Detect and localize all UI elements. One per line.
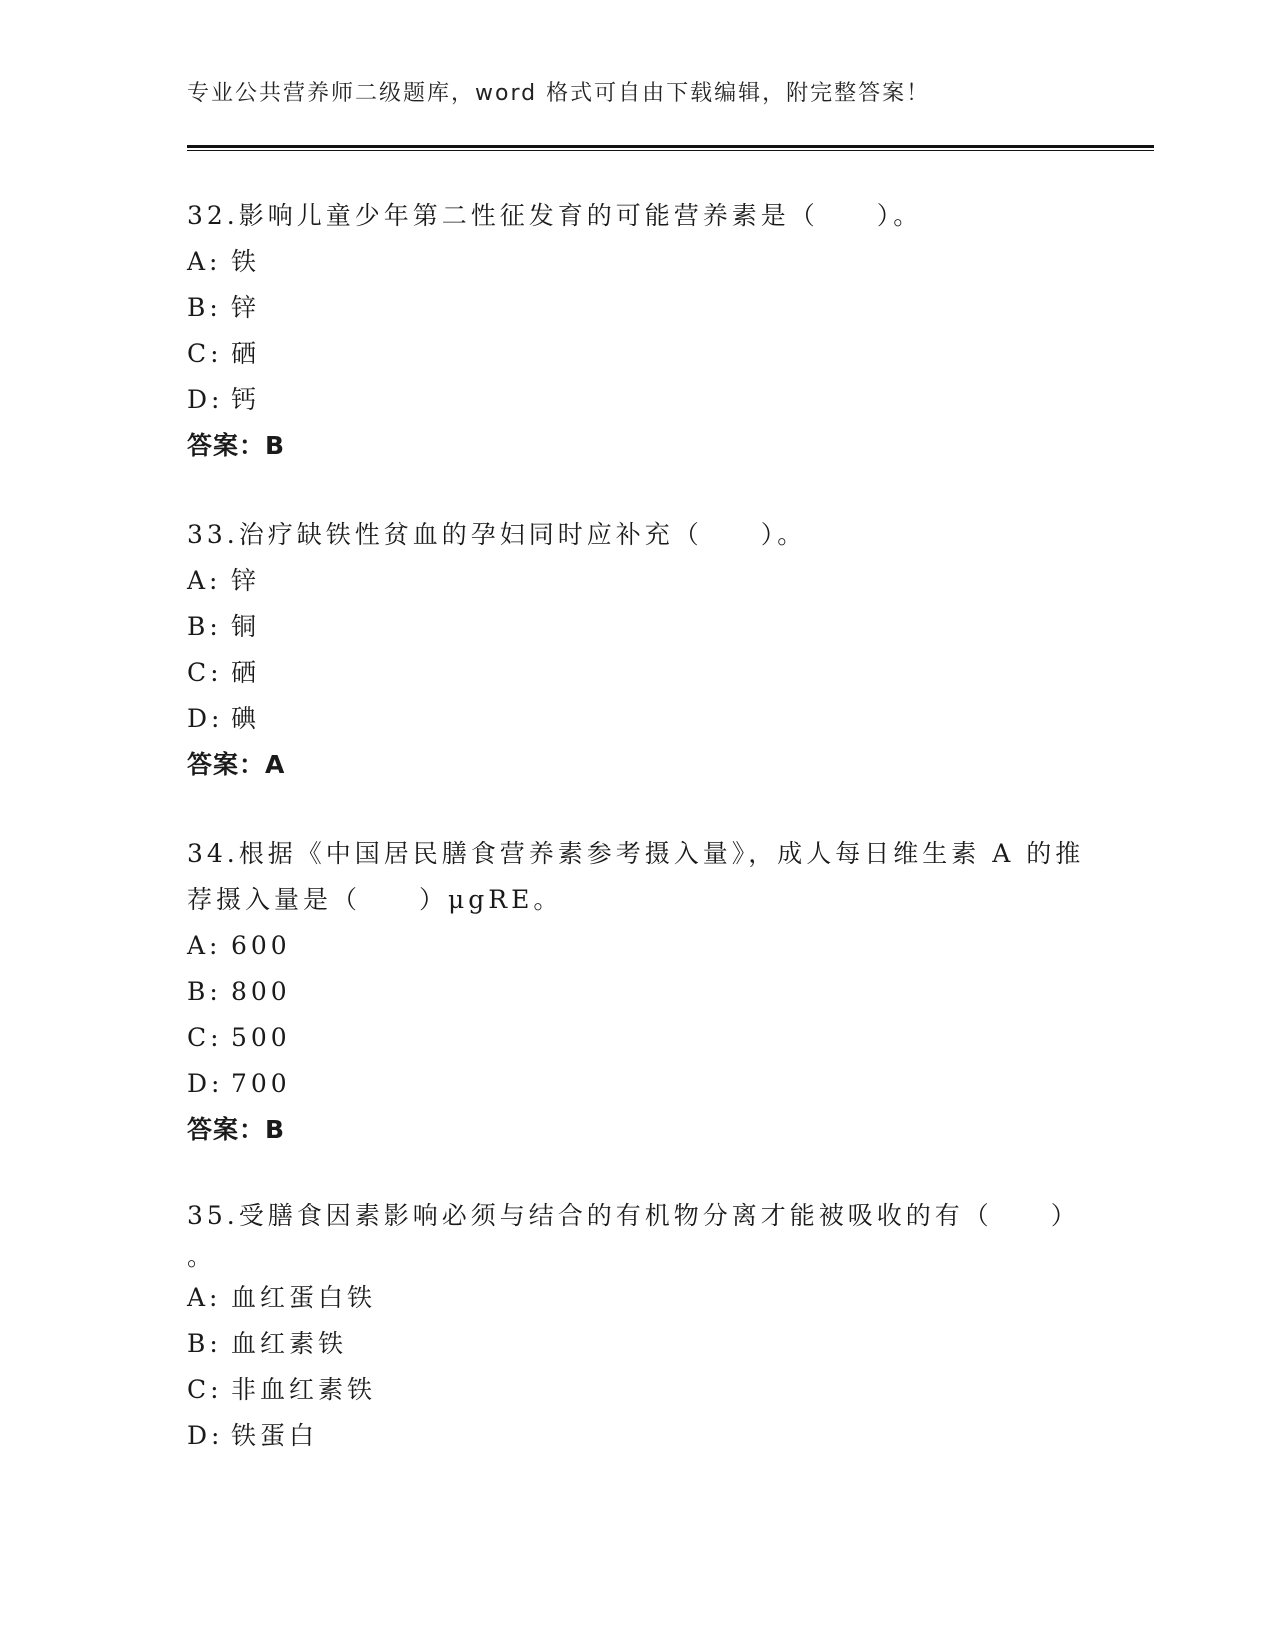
option-b [187, 969, 1087, 1015]
option-text: 700 [231, 1069, 291, 1098]
option-letter: A: [187, 247, 222, 276]
question-stem: 33.治疗缺铁性贫血的孕妇同时应补充（ ）。 [187, 520, 807, 549]
option-letter: C: [187, 1375, 223, 1404]
question-stem-line-1: 35.受膳食因素影响必须与结合的有机物分离才能被吸收的有（ ） [187, 1201, 1080, 1230]
option-text: 锌 [231, 566, 261, 595]
option-text: 铁蛋白 [231, 1421, 319, 1450]
option-a [187, 239, 1087, 285]
option-a [187, 558, 1087, 604]
option-text: 碘 [231, 704, 261, 733]
option-c [187, 1015, 1087, 1061]
option-c [187, 1367, 1087, 1413]
option-letter: B: [187, 612, 222, 641]
option-c [187, 650, 1087, 696]
option-text: 800 [231, 977, 291, 1006]
option-d [187, 377, 1087, 423]
option-text: 锌 [231, 293, 261, 322]
header-divider [187, 145, 1154, 151]
option-text: 血红素铁 [231, 1329, 348, 1358]
option-a [187, 923, 1087, 969]
question-stem: 32.影响儿童少年第二性征发育的可能营养素是（ ）。 [187, 201, 923, 230]
answer-label: 答案：B [187, 1115, 286, 1144]
option-text: 500 [231, 1023, 291, 1052]
option-letter: D: [187, 1069, 224, 1098]
option-letter: A: [187, 931, 222, 960]
option-text: 铜 [231, 612, 261, 641]
question-32 [187, 193, 1087, 469]
option-letter: D: [187, 704, 224, 733]
question-33 [187, 512, 1087, 788]
question-35 [187, 1193, 1087, 1459]
option-text: 非血红素铁 [231, 1375, 377, 1404]
option-letter: B: [187, 1329, 222, 1358]
option-letter: B: [187, 977, 222, 1006]
option-letter: C: [187, 1023, 223, 1052]
option-a [187, 1275, 1087, 1321]
question-34 [187, 831, 1087, 1153]
option-text: 硒 [231, 658, 261, 687]
option-b [187, 1321, 1087, 1367]
question-stem-line-2: 荐摄入量是（ ）μgRE。 [187, 885, 563, 914]
answer-label: 答案：B [187, 431, 286, 460]
question-stem-line-2: 。 [187, 1242, 217, 1271]
option-d [187, 696, 1087, 742]
option-letter: C: [187, 658, 223, 687]
option-b [187, 285, 1087, 331]
option-text: 600 [231, 931, 291, 960]
option-text: 硒 [231, 339, 261, 368]
option-letter: D: [187, 385, 224, 414]
option-c [187, 331, 1087, 377]
option-text: 钙 [231, 385, 261, 414]
option-d [187, 1061, 1087, 1107]
option-letter: D: [187, 1421, 224, 1450]
option-letter: B: [187, 293, 222, 322]
option-d [187, 1413, 1087, 1459]
option-letter: C: [187, 339, 223, 368]
option-letter: A: [187, 1283, 222, 1312]
question-stem-line-1: 34.根据《中国居民膳食营养素参考摄入量》，成人每日维生素 A 的推 [187, 839, 1085, 868]
answer-label: 答案：A [187, 750, 286, 779]
option-b [187, 604, 1087, 650]
page-header: 专业公共营养师二级题库，word 格式可自由下载编辑，附完整答案！ [187, 81, 931, 106]
option-text: 血红蛋白铁 [231, 1283, 377, 1312]
option-text: 铁 [231, 247, 261, 276]
option-letter: A: [187, 566, 222, 595]
